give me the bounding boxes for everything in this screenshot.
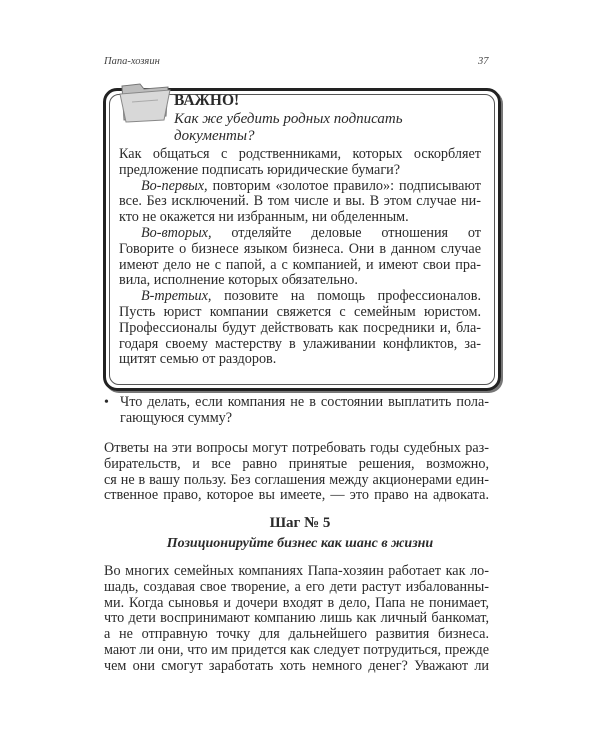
text-line bbox=[119, 337, 481, 353]
text-line bbox=[104, 580, 489, 596]
section-subheading: Позиционируйте бизнес как шанс в жизни bbox=[166, 536, 434, 551]
line-text: бирательств, и все равно принятые решения, возможно, bbox=[104, 456, 489, 472]
line-text: Во многих семейных компаниях Папа-хозяин работает как ло- bbox=[104, 564, 489, 579]
line-text: что дети воспринимают компанию лишь как личный банкомат, bbox=[104, 611, 489, 627]
paragraph bbox=[104, 441, 489, 504]
text-line bbox=[119, 352, 481, 368]
text-line bbox=[119, 147, 481, 163]
callout-subtitle: документы? bbox=[174, 128, 255, 144]
line-text: ми. Когда сыновья и дочери входят в дело, Папа не понимает, bbox=[104, 595, 489, 611]
text-line bbox=[104, 659, 489, 675]
line-text: шадь, создавая свое творение, а его дети растут избалованны- bbox=[104, 579, 489, 595]
paragraph bbox=[104, 564, 489, 675]
callout-body bbox=[119, 147, 481, 368]
text-line bbox=[104, 564, 489, 580]
folder-icon bbox=[118, 80, 174, 124]
text-line bbox=[119, 194, 481, 210]
italic-lead: В-третьих, bbox=[141, 289, 212, 305]
text-line bbox=[104, 441, 489, 457]
text-line bbox=[104, 596, 489, 612]
line-text: Профессионалы будут действовать как посредники и, бла- bbox=[119, 320, 481, 336]
text-line bbox=[119, 242, 481, 258]
line-text: имеют дело не с папой, а с компанией, и имеют свои пра- bbox=[119, 257, 481, 273]
line-text: мают ли они, что им придется как следует потрудиться, прежде bbox=[104, 642, 489, 658]
line-text: чем они смогут заработать хоть немного денег? Уважают ли bbox=[104, 658, 489, 674]
page-number: 37 bbox=[478, 56, 489, 67]
text-line bbox=[119, 273, 481, 289]
line-text: а не отправную точку для дальнейшего развития бизнеса. bbox=[104, 627, 489, 643]
text-line bbox=[119, 226, 481, 242]
text-line bbox=[119, 179, 481, 195]
line-text: кто не окажется ни избранным, ни обделенным. bbox=[119, 209, 409, 226]
italic-lead: Во-первых, bbox=[141, 178, 208, 194]
bullet-marker: • bbox=[104, 395, 109, 410]
line-text: щитят семью от раздоров. bbox=[119, 351, 277, 368]
callout-title: ВАЖНО! bbox=[174, 92, 240, 109]
text-line bbox=[119, 210, 481, 226]
line-text: ся не в вашу пользу. Без соглашения между акционерами един- bbox=[104, 472, 489, 488]
callout-subtitle: Как же убедить родных подписать bbox=[174, 111, 403, 127]
line-text: годаря своему мастерству в улаживании конфликтов, за- bbox=[119, 336, 481, 352]
text-line bbox=[104, 627, 489, 643]
text-line bbox=[120, 411, 489, 427]
line-text: ственное право, которое вы имеете, — это право на адвоката. bbox=[104, 488, 489, 504]
section-heading: Шаг № 5 bbox=[269, 515, 331, 531]
line-text: повторим «золотое правило»: подписывают bbox=[207, 178, 481, 194]
line-text: Говорите о бизнесе языком бизнеса. Они в данном случае bbox=[119, 241, 481, 257]
line-text: Что делать, если компания не в состоянии выплатить пола- bbox=[120, 395, 489, 410]
text-line bbox=[119, 321, 481, 337]
text-line bbox=[119, 305, 481, 321]
line-text: позовите на помощь профессионалов. bbox=[211, 289, 481, 305]
line-text: Ответы на эти вопросы могут потребовать годы судебных раз- bbox=[104, 441, 489, 456]
italic-lead: Во-вторых, bbox=[141, 225, 212, 241]
line-text: гающуюся сумму? bbox=[120, 409, 233, 426]
text-line bbox=[119, 258, 481, 274]
text-line bbox=[104, 611, 489, 627]
line-text: Пусть юрист компании свяжется с семейным юристом. bbox=[119, 304, 481, 320]
text-line bbox=[120, 395, 489, 411]
text-line bbox=[104, 488, 489, 504]
line-text: все. Без исключений. В том числе и вы. В этом случае ни- bbox=[119, 194, 481, 210]
bullet-item bbox=[120, 395, 489, 427]
text-line bbox=[119, 289, 481, 305]
line-text: предложение подписать юридические бумаги? bbox=[119, 161, 401, 178]
text-line bbox=[119, 163, 481, 179]
text-line bbox=[104, 643, 489, 659]
line-text: вила, исполнение которых обязательно. bbox=[119, 272, 358, 289]
line-text: отделяйте деловые отношения от bbox=[231, 225, 481, 241]
text-line bbox=[104, 473, 489, 489]
line-text: Как общаться с родственниками, которых оскорбляет bbox=[119, 147, 481, 162]
running-title: Папа-хозяин bbox=[104, 56, 160, 67]
text-line bbox=[104, 457, 489, 473]
